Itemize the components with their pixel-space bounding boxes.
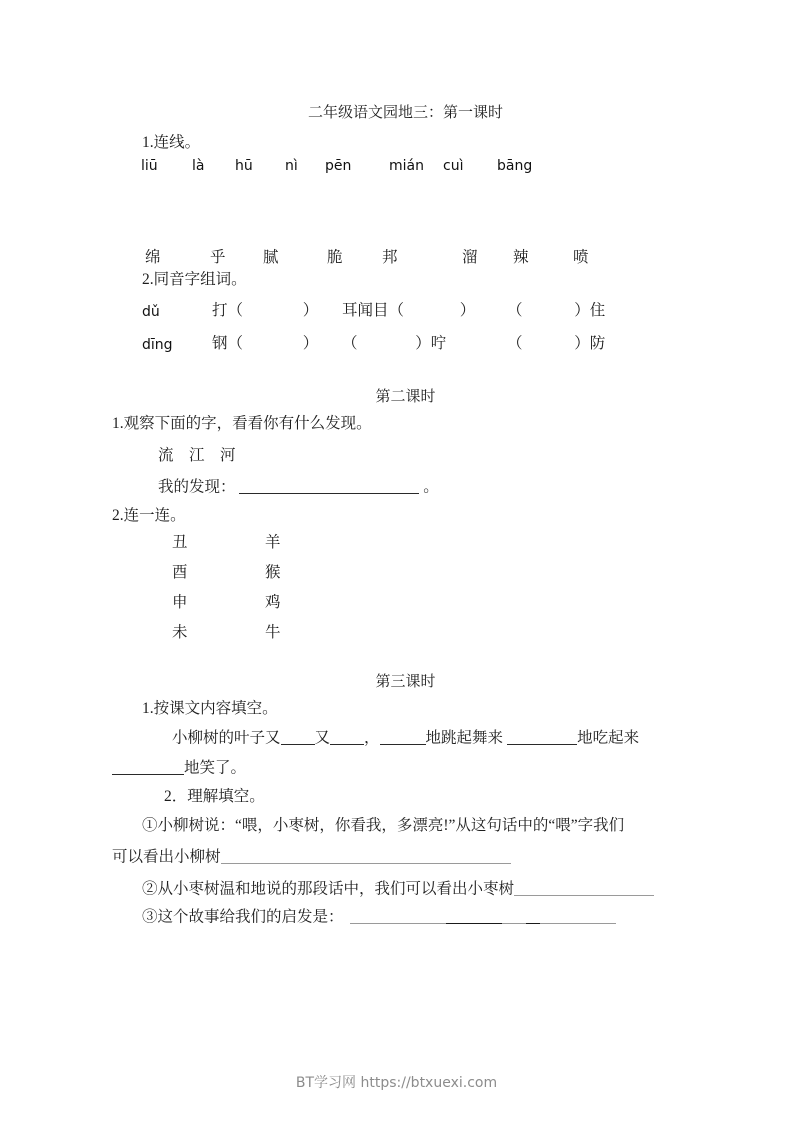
homophone-ding-item-2 xyxy=(342,336,446,352)
lesson3-fill-text-c: ， xyxy=(364,729,380,747)
lesson2-question-1-label: 1.观察下面的字，看看你有什么发现。 xyxy=(112,415,372,432)
lesson3-fill-text-f: 地笑了。 xyxy=(184,759,247,777)
homophone-du-item-3 xyxy=(507,303,605,319)
lesson2-character-group: 流 江 河 xyxy=(158,447,236,464)
lesson2-question-2-label: 2.连一连。 xyxy=(112,507,186,524)
pinyin-item-2: hū xyxy=(235,158,253,174)
match-right-1[interactable]: 猴 xyxy=(265,564,281,581)
lesson3-fill-text-e: 地吃起来 xyxy=(577,729,640,747)
lesson3-item-3-answer-blank-c[interactable] xyxy=(502,908,526,924)
pinyin-item-7: bāng xyxy=(497,158,533,174)
hanzi-item-5: 溜 xyxy=(462,249,478,266)
homophone-du-item-2 xyxy=(342,303,475,319)
pinyin-item-0: liū xyxy=(141,158,158,174)
lesson1-question-2-label: 2.同音字组词。 xyxy=(142,271,247,288)
pinyin-item-5: mián xyxy=(389,158,424,174)
homophone-row-du xyxy=(142,303,160,321)
lesson1-question-1-label: 1.连线。 xyxy=(142,134,201,151)
homophone-row-ding xyxy=(142,336,173,354)
lesson3-item-2-text: ②从小枣树温和地说的那段话中，我们可以看出小枣树 xyxy=(142,880,515,898)
hanzi-item-7: 喷 xyxy=(573,249,589,266)
hanzi-row xyxy=(0,245,793,267)
homophone-ding-item-2-suffix: ）咛 xyxy=(415,335,447,352)
homophone-ding-item-3 xyxy=(507,336,605,352)
pinyin-item-6: cuì xyxy=(443,158,464,174)
lesson3-blank-5[interactable] xyxy=(112,759,184,775)
lesson3-item-3-answer-blank-d[interactable] xyxy=(526,908,540,924)
match-right-2[interactable]: 鸡 xyxy=(265,594,281,611)
lesson2-discovery-answer-blank[interactable] xyxy=(239,478,419,494)
lesson3-blank-3[interactable] xyxy=(380,729,426,745)
lesson2-discovery-prefix: 我的发现： xyxy=(158,478,236,496)
hanzi-item-6: 辣 xyxy=(513,249,529,266)
pinyin-row xyxy=(0,158,793,180)
homophone-ding-item-1 xyxy=(212,336,318,352)
lesson3-fill-text-d: 地跳起舞来 xyxy=(425,729,504,747)
lesson3-item-3-answer-blank-a[interactable] xyxy=(350,908,446,924)
homophone-ding-item-3-prefix: （ xyxy=(507,335,523,352)
lesson3-blank-4[interactable] xyxy=(507,729,577,745)
match-left-2[interactable]: 申 xyxy=(172,594,188,611)
homophone-du-item-1-prefix: 打（ xyxy=(212,302,244,319)
lesson3-blank-2[interactable] xyxy=(330,729,364,745)
lesson3-item-1-cont-text: 可以看出小柳树 xyxy=(112,848,221,866)
lesson3-item-2-answer-blank[interactable] xyxy=(514,880,654,896)
lesson3-item-3-answer-blank-e[interactable] xyxy=(540,908,616,924)
homophone-du-item-1-suffix: ） xyxy=(302,302,319,319)
lesson3-item-3 xyxy=(142,908,616,925)
match-left-1[interactable]: 酉 xyxy=(172,564,188,581)
match-right-0[interactable]: 羊 xyxy=(265,534,281,551)
pinyin-item-1: là xyxy=(192,158,205,174)
lesson3-blank-1[interactable] xyxy=(281,729,315,745)
footer-watermark: BT学习网 https://btxuexi.com xyxy=(295,1075,498,1091)
homophone-du-item-2-suffix: ） xyxy=(459,302,476,319)
lesson3-heading: 第三课时 xyxy=(375,674,436,690)
lesson3-fill-line-1 xyxy=(172,729,639,746)
lesson2-discovery-suffix: 。 xyxy=(423,478,439,496)
homophone-ding-item-1-prefix: 钢（ xyxy=(212,335,244,352)
homophone-pinyin-ding: dīng xyxy=(142,337,173,353)
homophone-du-item-2-prefix: 耳闻目（ xyxy=(342,302,405,319)
hanzi-item-1: 乎 xyxy=(210,249,226,266)
lesson3-item-1-answer-blank[interactable] xyxy=(221,848,511,864)
lesson3-fill-text-b: 又 xyxy=(314,729,331,747)
hanzi-item-4: 邦 xyxy=(382,249,398,266)
page-title: 二年级语文园地三：第一课时 xyxy=(307,105,503,121)
match-right-3[interactable]: 牛 xyxy=(265,624,281,641)
hanzi-item-0: 绵 xyxy=(145,249,161,266)
lesson3-item-1-text: ①小柳树说：“喂，小枣树，你看我，多漂亮!”从这句话中的“喂”字我们 xyxy=(142,817,625,834)
homophone-ding-item-1-suffix: ） xyxy=(302,335,319,352)
lesson3-item-1-continuation xyxy=(112,848,511,865)
lesson3-item-2 xyxy=(142,880,654,897)
pinyin-item-4: pēn xyxy=(325,158,352,174)
lesson3-fill-line-2 xyxy=(112,759,246,776)
lesson3-fill-text-a: 小柳树的叶子又 xyxy=(172,729,281,747)
match-left-3[interactable]: 未 xyxy=(172,624,188,641)
homophone-du-item-3-prefix: （ xyxy=(507,302,523,319)
homophone-ding-item-2-prefix: （ xyxy=(342,335,358,352)
lesson3-question-1-label: 1.按课文内容填空。 xyxy=(142,700,278,717)
lesson3-question-2-label: 2．理解填空。 xyxy=(164,788,265,805)
homophone-du-item-3-suffix: ）住 xyxy=(574,302,606,319)
lesson3-item-3-text: ③这个故事给我们的启发是： xyxy=(142,908,344,926)
lesson2-heading: 第二课时 xyxy=(375,389,436,405)
hanzi-item-2: 腻 xyxy=(263,249,279,266)
homophone-pinyin-du: dǔ xyxy=(142,304,160,320)
hanzi-item-3: 脆 xyxy=(327,249,343,266)
pinyin-item-3: nì xyxy=(285,158,298,174)
lesson3-item-3-answer-blank-b[interactable] xyxy=(446,908,502,924)
match-left-0[interactable]: 丑 xyxy=(172,534,188,551)
lesson2-discovery-line xyxy=(158,478,439,495)
homophone-ding-item-3-suffix: ）防 xyxy=(574,335,606,352)
homophone-du-item-1 xyxy=(212,303,318,319)
